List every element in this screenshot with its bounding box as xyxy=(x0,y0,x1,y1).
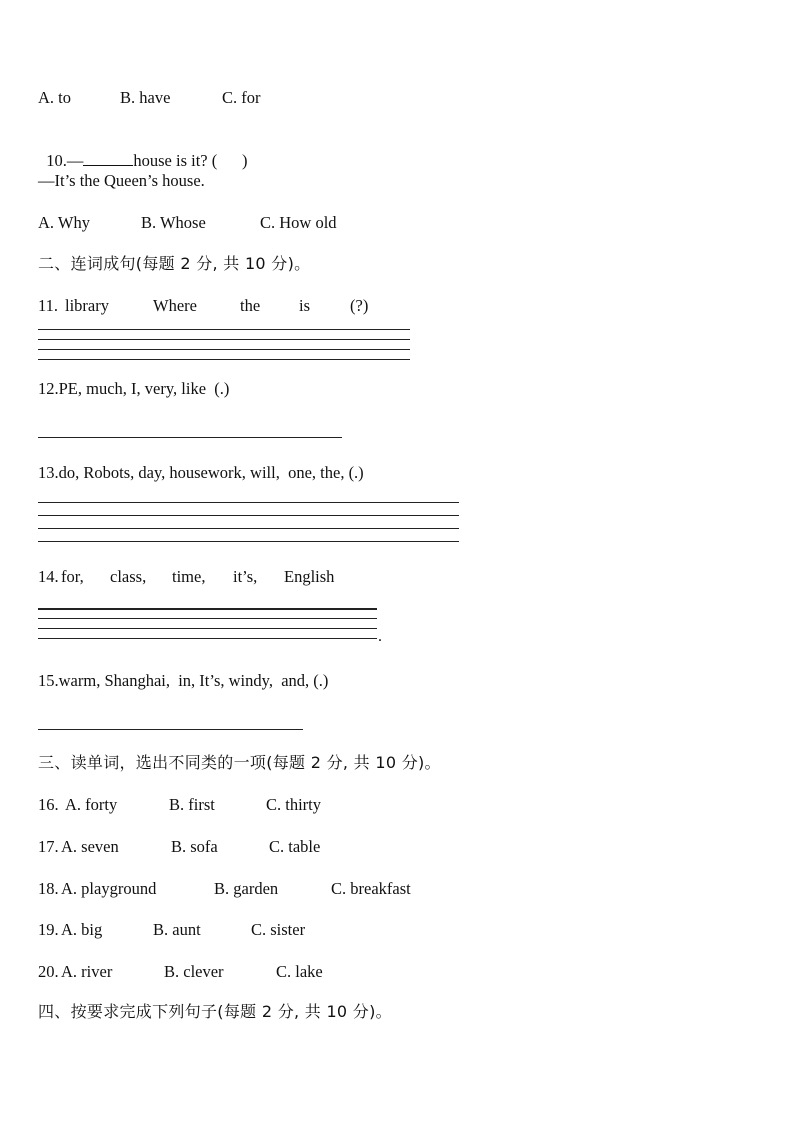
answer-line xyxy=(38,618,377,619)
answer-line xyxy=(38,329,410,330)
q15-prompt: 15.warm, Shanghai, in, It’s, windy, and, (.) xyxy=(38,671,329,690)
answer-line xyxy=(38,608,377,610)
q14-word: class, xyxy=(110,567,147,586)
answer-line xyxy=(38,638,377,639)
q10-option-a: A. Why xyxy=(38,213,90,232)
q20-option-a: A. river xyxy=(61,962,113,981)
q18-option-c: C. breakfast xyxy=(331,879,411,898)
q14-end-period: . xyxy=(378,628,382,645)
q10-option-b: B. Whose xyxy=(141,213,206,232)
answer-line xyxy=(38,628,377,629)
q17-option-c: C. table xyxy=(269,837,321,856)
q10-answer-line: —It’s the Queen’s house. xyxy=(38,171,205,190)
q16-option-c: C. thirty xyxy=(266,795,322,814)
q18-number: 18. xyxy=(38,879,59,898)
q19-number: 19. xyxy=(38,920,59,939)
q15-answer-line[interactable] xyxy=(38,729,303,730)
q9-option-a: A. to xyxy=(38,88,71,107)
q17-number: 17. xyxy=(38,837,59,856)
q13-prompt: 13.do, Robots, day, housework, will, one, the, (.) xyxy=(38,463,364,482)
q14-word: it’s, xyxy=(233,567,258,586)
q11-word: the xyxy=(240,296,261,315)
q19-option-b: B. aunt xyxy=(153,920,201,939)
answer-line xyxy=(38,359,410,360)
q10-blank[interactable] xyxy=(83,150,133,166)
q20-option-c: C. lake xyxy=(276,962,323,981)
answer-line xyxy=(38,502,459,503)
section-4-heading: 四、按要求完成下列句子(每题 2 分, 共 10 分)。 xyxy=(38,1002,392,1021)
q11-word: is xyxy=(299,296,311,315)
answer-line xyxy=(38,528,459,529)
q16-option-a: A. forty xyxy=(65,795,118,814)
q18-option-b: B. garden xyxy=(214,879,279,898)
q16-number: 16. xyxy=(38,795,59,814)
q11-word: library xyxy=(65,296,109,315)
section-3-heading: 三、读单词，选出不同类的一项(每题 2 分, 共 10 分)。 xyxy=(38,753,441,772)
q14-word: time, xyxy=(172,567,206,586)
q16-option-b: B. first xyxy=(169,795,215,814)
answer-line xyxy=(38,541,459,542)
q18-option-a: A. playground xyxy=(61,879,157,898)
q10-question-text: house is it? ( ) xyxy=(133,151,248,170)
q11-word: (?) xyxy=(350,296,369,315)
q10-number: 10. xyxy=(46,151,67,170)
q20-option-b: B. clever xyxy=(164,962,224,981)
q20-number: 20. xyxy=(38,962,59,981)
q19-option-c: C. sister xyxy=(251,920,306,939)
q12-answer-line[interactable] xyxy=(38,437,342,438)
q17-option-a: A. seven xyxy=(61,837,119,856)
q14-number: 14. xyxy=(38,567,59,586)
q9-option-b: B. have xyxy=(120,88,171,107)
q12-prompt: 12.PE, much, I, very, like (.) xyxy=(38,379,230,398)
q17-option-b: B. sofa xyxy=(171,837,218,856)
answer-line xyxy=(38,515,459,516)
q10-question xyxy=(38,130,247,171)
q10-option-c: C. How old xyxy=(260,213,337,232)
q11-word: Where xyxy=(153,296,197,315)
q9-option-c: C. for xyxy=(222,88,261,107)
section-2-heading: 二、连词成句(每题 2 分, 共 10 分)。 xyxy=(38,254,311,273)
q14-word: English xyxy=(284,567,335,586)
q19-option-a: A. big xyxy=(61,920,103,939)
q14-word: for, xyxy=(61,567,84,586)
answer-line xyxy=(38,339,410,340)
q10-dash: — xyxy=(66,151,84,170)
answer-line xyxy=(38,349,410,350)
q11-number: 11. xyxy=(38,296,59,315)
